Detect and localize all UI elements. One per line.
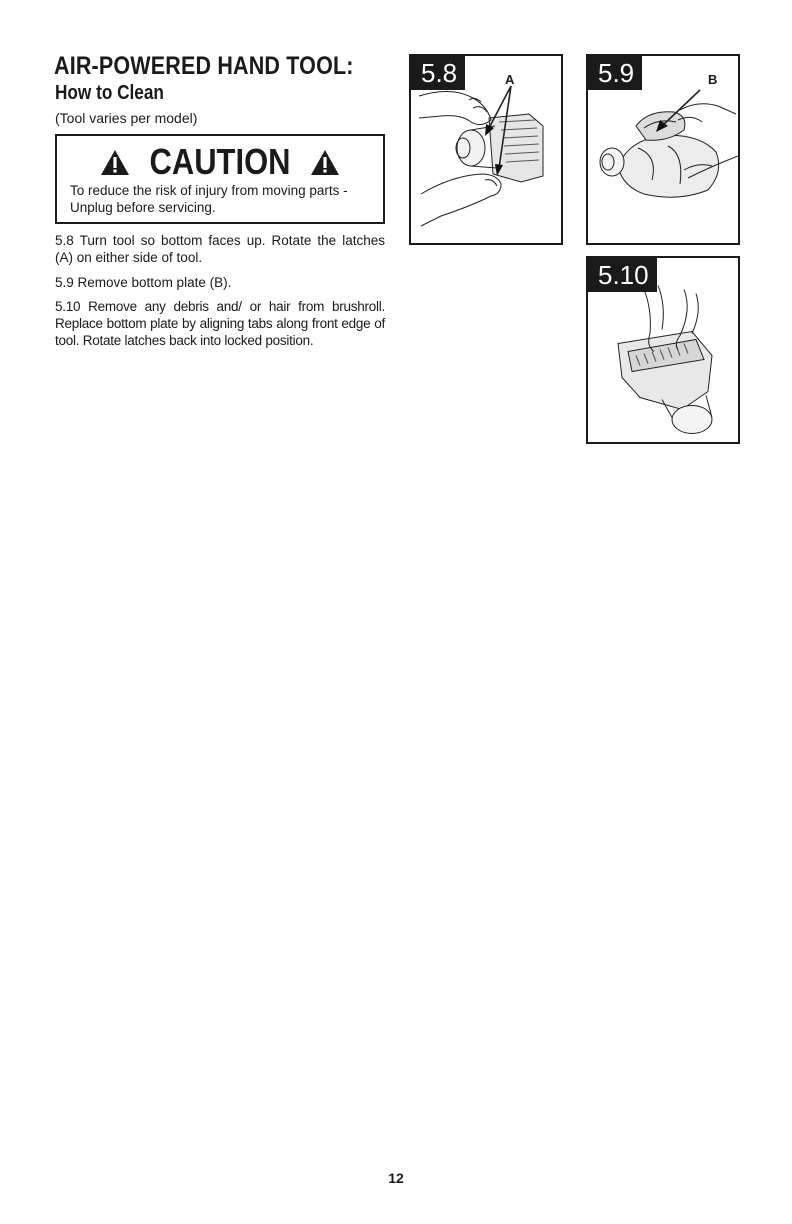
figure-5-8 [409,54,563,245]
figure-label: 5.8 [411,56,465,90]
warning-triangle-icon [310,149,340,176]
step-5-8: 5.8 Turn tool so bottom faces up. Rotate the latches (A) on either side of tool. [55,233,385,265]
step-5-10: 5.10 Remove any debris and/ or hair from brushroll. Replace bottom plate by aligning tabs along front edge of tool. Rotate latches back into locked position. [55,299,385,348]
callout-a: A [505,72,515,87]
section-subtitle: How to Clean [55,82,164,104]
caution-text: To reduce the risk of injury from moving parts - Unplug before servicing. [70,183,348,215]
model-note: (Tool varies per model) [55,110,198,126]
section-title: AIR-POWERED HAND TOOL: [54,52,354,80]
warning-triangle-icon [100,149,130,176]
caution-box [55,134,385,224]
figure-label: 5.9 [588,56,642,90]
caution-heading: CAUTION [149,141,291,183]
figure-5-10 [586,256,740,444]
figure-5-9 [586,54,740,245]
caution-heading-row [57,140,383,182]
figure-label: 5.10 [588,258,657,292]
step-5-9: 5.9 Remove bottom plate (B). [55,275,232,290]
page-number: 12 [388,1170,404,1186]
callout-b: B [708,72,718,87]
